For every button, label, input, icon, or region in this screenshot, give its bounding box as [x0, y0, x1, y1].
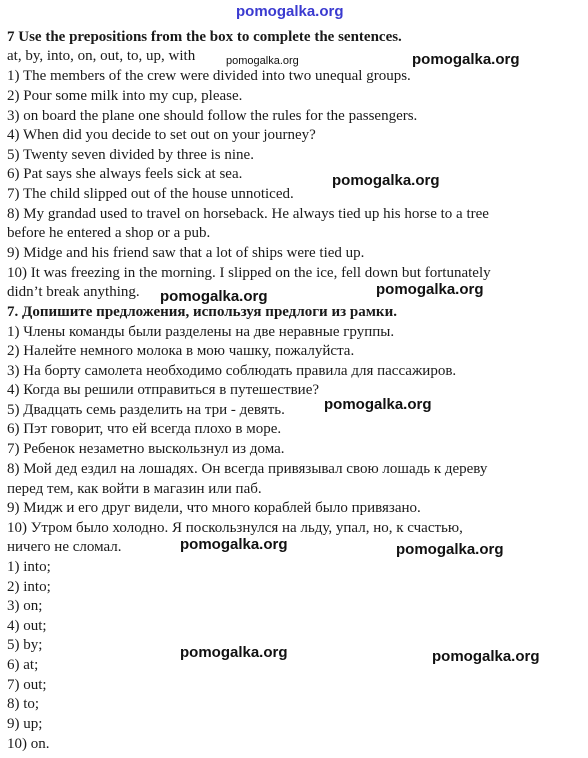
answer-item: 2) into; [7, 579, 51, 595]
english-sentence: before he entered a shop or a pub. [7, 225, 211, 241]
english-sentence: didn’t break anything. [7, 284, 140, 300]
russian-sentence: 6) Пэт говорит, что ей всегда плохо в море. [7, 421, 282, 437]
watermark: pomogalka.org [180, 536, 288, 553]
russian-sentence: 5) Двадцать семь разделить на три - девять. [7, 402, 285, 418]
russian-sentence: 9) Мидж и его друг видели, что много кораблей было привязано. [7, 500, 421, 516]
answer-item: 10) on. [7, 736, 50, 752]
english-heading: 7 Use the prepositions from the box to complete the sentences. [7, 29, 402, 45]
russian-heading: 7. Допишите предложения, используя предлоги из рамки. [7, 304, 397, 320]
russian-sentence: перед тем, как войти в магазин или паб. [7, 481, 262, 497]
answer-item: 4) out; [7, 618, 47, 634]
answer-item: 9) up; [7, 716, 43, 732]
russian-sentence: 1) Члены команды были разделены на две неравные группы. [7, 324, 395, 340]
russian-sentence: 8) Мой дед ездил на лошадях. Он всегда привязывал свою лошадь к дереву [7, 461, 488, 477]
english-sentence: 5) Twenty seven divided by three is nine. [7, 147, 254, 163]
watermark: pomogalka.org [324, 396, 432, 413]
english-sentence: 10) It was freezing in the morning. I slipped on the ice, fell down but fortunately [7, 265, 491, 281]
answer-item: 3) on; [7, 598, 43, 614]
answer-item: 5) by; [7, 637, 43, 653]
prepositions-box: at, by, into, on, out, to, up, with [7, 48, 196, 64]
english-sentence: 6) Pat says she always feels sick at sea. [7, 166, 243, 182]
english-sentence: 4) When did you decide to set out on your journey? [7, 127, 316, 143]
watermark: pomogalka.org [376, 281, 484, 298]
russian-sentence: 3) На борту самолета необходимо соблюдать правила для пассажиров. [7, 363, 457, 379]
watermark: pomogalka.org [180, 644, 288, 661]
header-watermark: pomogalka.org [236, 3, 344, 20]
answer-item: 6) at; [7, 657, 39, 673]
watermark: pomogalka.org [412, 51, 520, 68]
watermark: pomogalka.org [432, 648, 540, 665]
answer-item: 1) into; [7, 559, 51, 575]
watermark: pomogalka.org [160, 288, 268, 305]
russian-sentence: 10) Утром было холодно. Я поскользнулся на льду, упал, но, к счастью, [7, 520, 463, 536]
answer-item: 8) to; [7, 696, 40, 712]
russian-sentence: 4) Когда вы решили отправиться в путешествие? [7, 382, 320, 398]
english-sentence: 3) on board the plane one should follow the rules for the passengers. [7, 108, 418, 124]
watermark: pomogalka.org [332, 172, 440, 189]
watermark: pomogalka.org [226, 55, 299, 67]
russian-sentence: 2) Налейте немного молока в мою чашку, пожалуйста. [7, 343, 355, 359]
english-sentence: 9) Midge and his friend saw that a lot of ships were tied up. [7, 245, 365, 261]
russian-sentence: ничего не сломал. [7, 539, 122, 555]
russian-sentence: 7) Ребенок незаметно выскользнул из дома. [7, 441, 285, 457]
english-sentence: 8) My grandad used to travel on horseback. He always tied up his horse to a tree [7, 206, 489, 222]
english-sentence: 1) The members of the crew were divided into two unequal groups. [7, 68, 411, 84]
english-sentence: 2) Pour some milk into my cup, please. [7, 88, 243, 104]
watermark: pomogalka.org [396, 541, 504, 558]
english-sentence: 7) The child slipped out of the house unnoticed. [7, 186, 294, 202]
answer-item: 7) out; [7, 677, 47, 693]
